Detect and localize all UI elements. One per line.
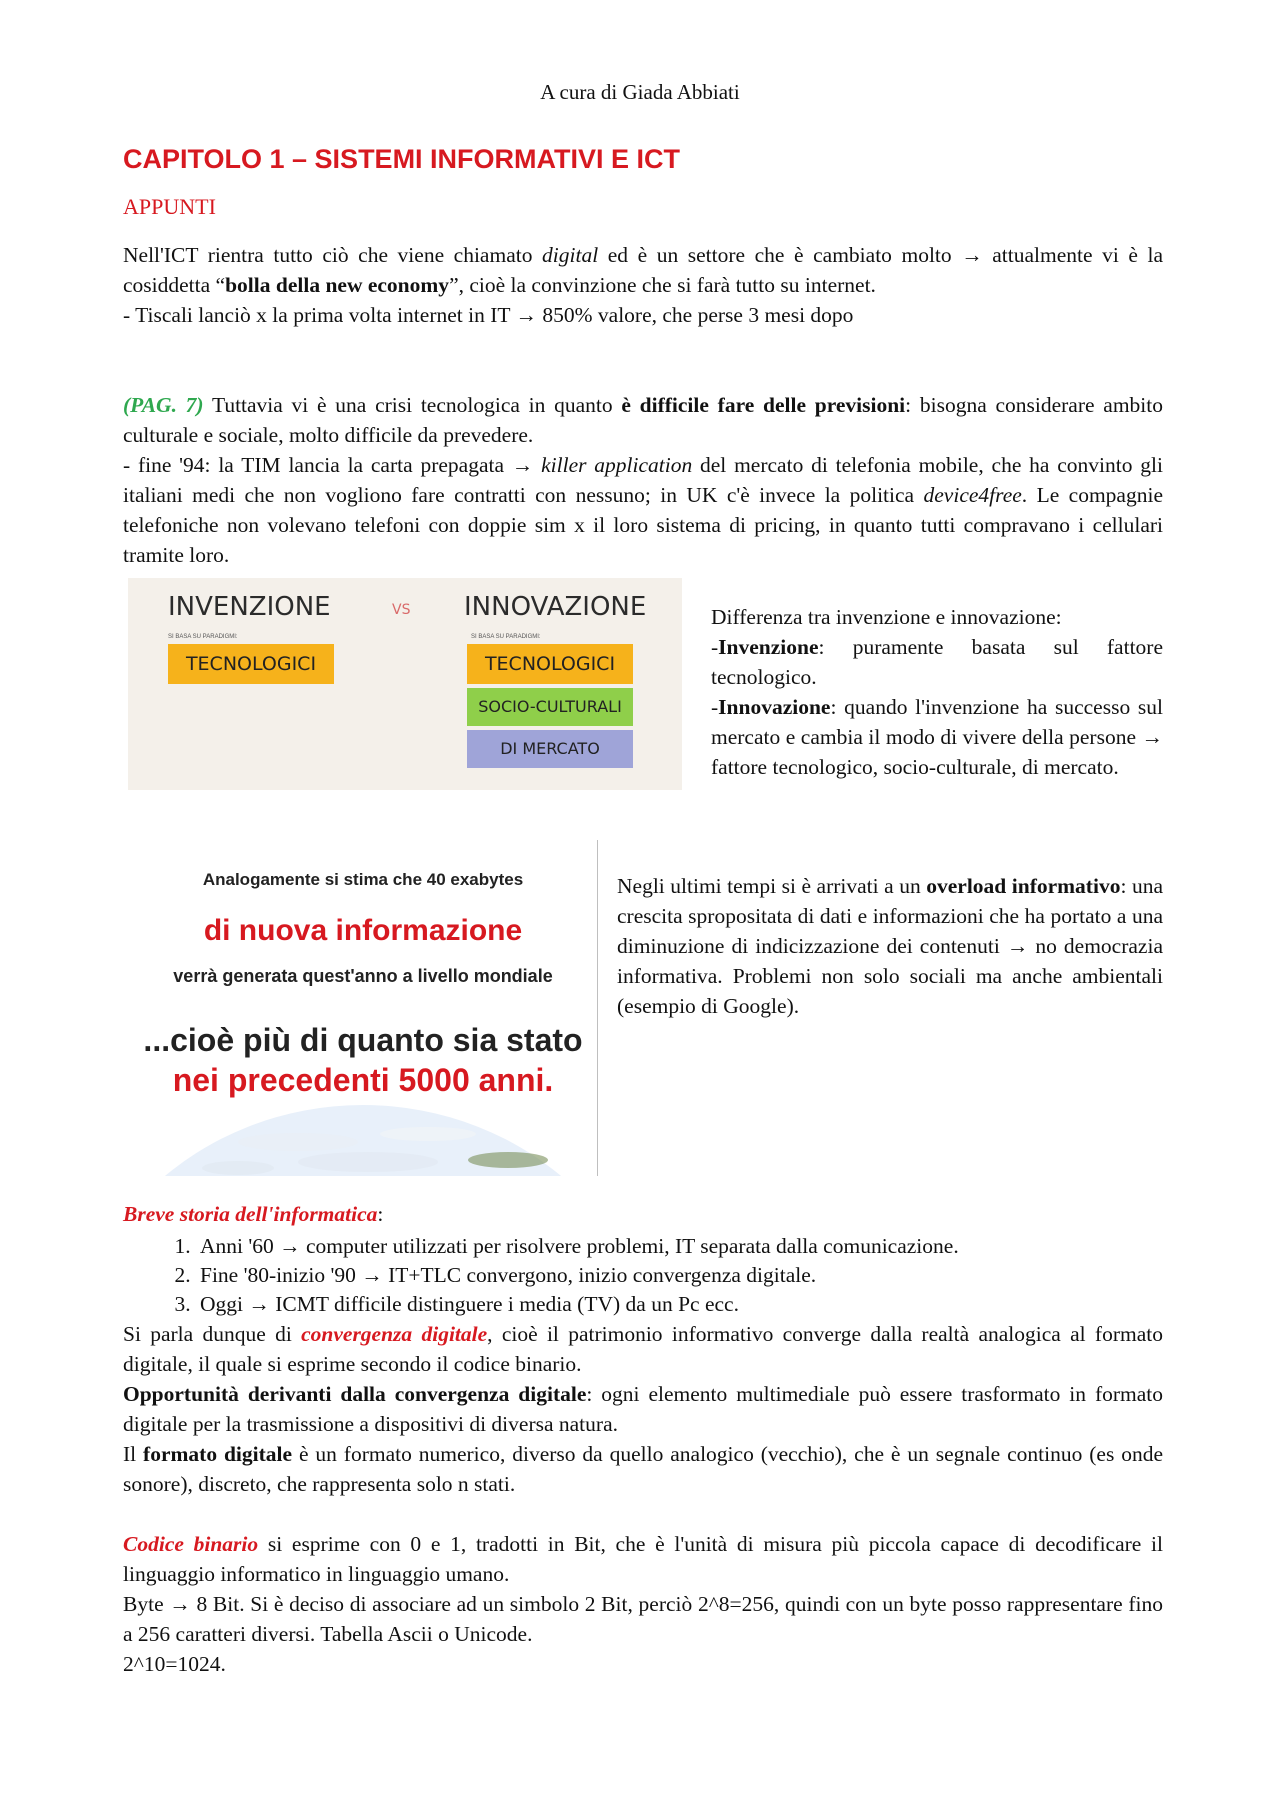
innovation-title: INNOVAZIONE <box>464 592 647 622</box>
opportunity-paragraph <box>123 1379 1163 1439</box>
convergence-text-a: Si parla dunque di <box>123 1322 302 1346</box>
invention-vs-innovation-figure <box>128 578 682 790</box>
digital-format-paragraph <box>123 1439 1163 1499</box>
tim-text-b: del mercato di telefonia mobile, che ha convinto gli italiani medi che non vogliono fare contratti con nessuno; in UK c'è invece la politica <box>123 453 1163 507</box>
power-ten-line: 2^10=1024. <box>123 1652 226 1676</box>
format-text-a: Il <box>123 1442 144 1466</box>
overload-paragraph <box>617 871 1163 1021</box>
crisis-text-a: Tuttavia vi è una crisi tecnologica in quanto <box>203 393 622 417</box>
invention-paradigm-note: SI BASA SU PARADIGMI: <box>168 634 238 640</box>
innovation-label: Innovazione <box>718 695 831 719</box>
figure-line-generated: verrà generata quest'anno a livello mondiale <box>173 966 553 986</box>
new-economy-bubble-term: bolla della new economy <box>225 273 450 297</box>
intro-text-b: ed è un settore che è cambiato molto → attualmente vi è la cosiddetta “ <box>123 243 1164 297</box>
convergence-paragraph <box>123 1319 1163 1379</box>
page-reference: (PAG. 7) <box>123 393 204 417</box>
history-list <box>152 1232 1196 1319</box>
opportunity-text: : ogni elemento multimediale può essere trasformato in formato digitale per la trasmissione a dispositivi di diversa natura. <box>123 1382 1163 1436</box>
digital-format-term: formato digitale <box>143 1442 293 1466</box>
binary-section <box>123 1529 1163 1679</box>
figure-line-more-than: ...cioè più di quanto sia stato <box>143 1022 583 1058</box>
history-title: Breve storia dell'informatica <box>123 1202 378 1226</box>
information-growth-figure <box>128 840 598 1176</box>
tiscali-note: - Tiscali lanciò x la prima volta internet in IT → 850% valore, che perse 3 mesi dopo <box>123 303 854 327</box>
invention-definition: -Invenzione: puramente basata sul fattore tecnologico. <box>711 635 1163 689</box>
innovation-market-box: DI MERCATO <box>467 730 633 768</box>
history-colon: : <box>377 1202 384 1226</box>
innovation-technological-box: TECNOLOGICI <box>467 644 633 684</box>
figure-divider <box>597 840 598 1176</box>
intro-section <box>123 240 1163 330</box>
byte-paragraph: Byte → 8 Bit. Si è deciso di associare ad un simbolo 2 Bit, perciò 2^8=256, quindi con un byte posso rappresentare fino a 256 caratteri diversi. Tabella Ascii o Unicode. <box>123 1592 1163 1646</box>
list-item: 2. Fine '80-inizio '90 → IT+TLC convergono, inizio convergenza digitale. <box>196 1261 1196 1290</box>
overload-text-a: Negli ultimi tempi si è arrivati a un <box>617 874 927 898</box>
invention-intro: Differenza tra invenzione e innovazione: <box>711 605 1062 629</box>
overload-term: overload informativo <box>926 874 1121 898</box>
invention-text: : puramente basata sul fattore tecnologico. <box>711 635 1163 689</box>
convergence-section <box>123 1319 1163 1499</box>
figure-line-5000-years: nei precedenti 5000 anni. <box>172 1062 554 1098</box>
crisis-text-b: : bisogna considerare ambito culturale e sociale, molto difficile da prevedere. <box>123 393 1164 447</box>
list-item: 1. Anni '60 → computer utilizzati per risolvere problemi, IT separata dalla comunicazione. <box>196 1232 1196 1261</box>
invention-technological-box: TECNOLOGICI <box>168 644 334 684</box>
innovation-text: : quando l'invenzione ha successo sul mercato e cambia il modo di vivere della persone → fattore tecnologico, socio-culturale, di mercato. <box>711 695 1163 779</box>
overload-explanation <box>617 871 1163 1021</box>
figure-line-new-information: di nuova informazione <box>203 914 523 947</box>
tim-paragraph <box>123 450 1163 570</box>
chapter-title: CAPITOLO 1 – SISTEMI INFORMATIVI E ICT <box>123 144 681 174</box>
intro-text-c: ”, cioè la convinzione che si farà tutto su internet. <box>449 273 876 297</box>
history-heading <box>123 1199 1163 1229</box>
forecast-difficulty-term: è difficile fare delle previsioni <box>621 393 906 417</box>
crisis-paragraph <box>123 390 1163 450</box>
overload-text-b: : una crescita spropositata di dati e informazioni che ha portato a una diminuzione di indicizzazione dei contenuti → no democrazia informativa. Problemi non solo sociali ma anche ambientali (esempio di Google). <box>617 874 1163 1018</box>
innovation-definition: -Innovazione: quando l'invenzione ha successo sul mercato e cambia il modo di vivere della persone → fattore tecnologico, socio-culturale, di mercato. <box>711 695 1163 779</box>
list-item: 3. Oggi → ICMT difficile distinguere i media (TV) da un Pc ecc. <box>196 1290 1196 1319</box>
killer-application-term: killer application <box>541 453 693 477</box>
opportunity-term: Opportunità derivanti dalla convergenza digitale <box>123 1382 587 1406</box>
invention-label: Invenzione <box>718 635 819 659</box>
binary-text: si esprime con 0 e 1, tradotti in Bit, che è l'unità di misura più piccola capace di decodificare il linguaggio informatico in linguaggio umano. <box>123 1532 1163 1586</box>
figure-line-exabytes: Analogamente si stima che 40 exabytes <box>202 870 524 889</box>
author-header: A cura di Giada Abbiati <box>540 80 740 104</box>
binary-code-term: Codice binario <box>123 1532 259 1556</box>
intro-text-a: Nell'ICT rientra tutto ciò che viene chiamato <box>123 243 543 267</box>
earth-image <box>128 1090 598 1176</box>
convergence-term: convergenza digitale <box>301 1322 488 1346</box>
history-title-line <box>123 1199 1163 1229</box>
intro-paragraph <box>123 240 1163 300</box>
convergence-text-b: , cioè il patrimonio informativo converge dalla realtà analogica al formato digitale, il quale si esprime secondo il codice binario. <box>123 1322 1163 1376</box>
binary-paragraph <box>123 1529 1163 1589</box>
innovation-sociocultural-box: SOCIO-CULTURALI <box>467 688 633 726</box>
invention-explanation <box>711 602 1163 782</box>
tim-text-a: - fine '94: la TIM lancia la carta prepagata → <box>123 453 542 477</box>
innovation-paradigm-note: SI BASA SU PARADIGMI: <box>471 634 541 640</box>
digital-term: digital <box>542 243 599 267</box>
tim-text-c: . Le compagnie telefoniche non volevano telefoni con doppie sim x il loro sistema di pricing, in quanto tutti compravano i cellulari tramite loro. <box>123 483 1163 567</box>
format-text-b: è un formato numerico, diverso da quello analogico (vecchio), che è un segnale continuo (es onde sonore), discreto, che rappresenta solo n stati. <box>123 1442 1164 1496</box>
notes-subtitle: APPUNTI <box>123 194 216 219</box>
crisis-section <box>123 390 1163 570</box>
device4free-term: device4free <box>923 483 1022 507</box>
invention-title: INVENZIONE <box>168 592 331 622</box>
vs-label: VS <box>392 602 411 618</box>
